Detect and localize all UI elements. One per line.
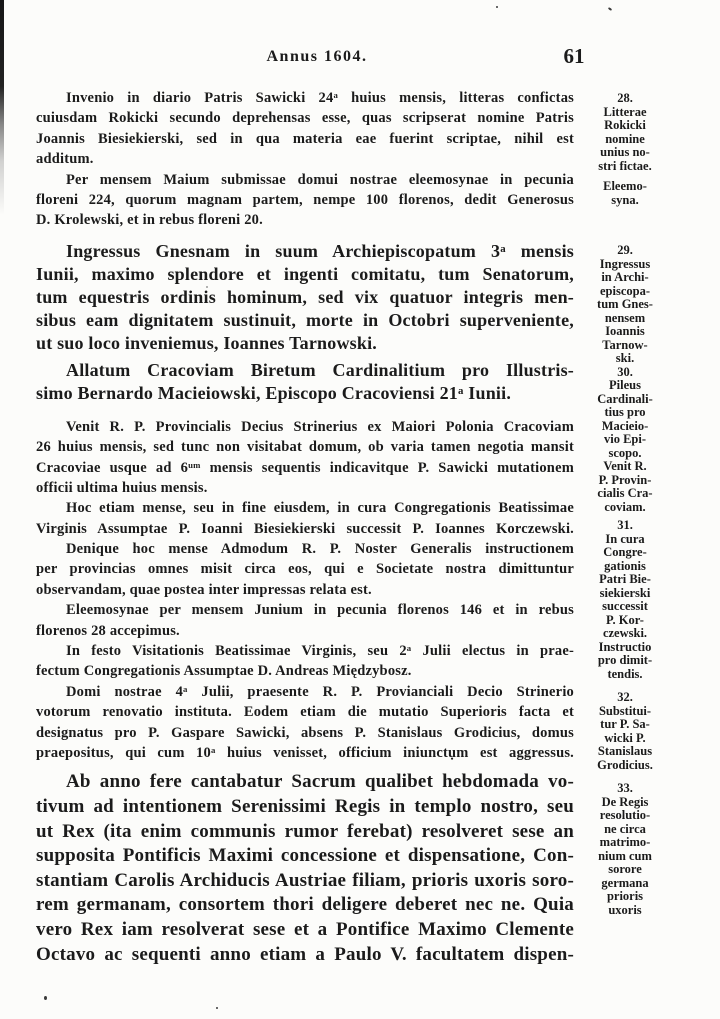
text-line: sibus eam dignitatem sustinuit, morte in Octobri superveniente, [36, 309, 574, 330]
text-line: Domi nostrae 4$^a$ Julii, praesente R. P. Provianciali Decio Strinerio [66, 683, 574, 700]
text-line: Iunii, maximo splendore et ingenti comitatu, tum Senatorum, [36, 263, 574, 284]
text-line: wicki P. [604, 730, 646, 745]
text-line: additum. [36, 151, 94, 168]
text-line: Eleemosynae per mensem Junium in pecunia florenos 146 et in rebus [66, 602, 574, 619]
text-line: simo Bernardo Macieiowski, Episcopo Cracoviensi 21$^a$ Iunii. [36, 382, 512, 403]
text-line: Venit R. P. Provincialis Decius Strinerius ex Maiori Polonia Cracoviam [66, 418, 574, 435]
paragraph-28-litterae-rokicki [36, 88, 574, 170]
text-line: ski. [615, 351, 635, 365]
text-line: scopo. [608, 445, 642, 460]
paragraph-29-ingressus-gnesnam [36, 240, 574, 355]
text-line: Pileus [609, 378, 641, 392]
paragraph-33-de-regis-resolutione [36, 770, 574, 967]
scan-speck [608, 7, 612, 11]
text-line: officii ultima huius mensis. [36, 479, 208, 496]
text-line: pro dimit- [597, 653, 653, 667]
text-line: uxoris [608, 902, 642, 917]
text-line: Litterae [603, 104, 647, 119]
text-line: Ingressus [599, 256, 651, 271]
text-line: successit [602, 599, 648, 613]
text-line: vero Rex iam resolverat sese et a Pontifice Maximo Clemente [36, 918, 574, 940]
text-line: Macieio- [601, 418, 649, 433]
text-line: Ioannis [605, 324, 645, 338]
margin-note-eleemosyna [584, 180, 666, 207]
text-line: cialis Cra- [597, 486, 653, 500]
text-line: 33. [617, 781, 633, 795]
text-line: cuiusdam Rokicki secundo deprehensas esse, quas scripserat nomine Patris [36, 110, 574, 127]
text-line: 31. [617, 518, 633, 532]
text-line: Joannis Biesiekierski, sed in qua materia eae fuerint scriptae, nihil est [36, 130, 574, 147]
text-line: In festo Visitationis Beatissimae Virginis, seu 2$^a$ Julii electus in prae- [66, 643, 574, 660]
text-line: florenos 28 accepimus. [36, 622, 180, 639]
margin-note-30-pileus [584, 366, 666, 461]
text-line: votorum renovatio instituta. Eodem etiam die mutatio Superioris facta et [36, 704, 574, 721]
margin-note-instructio [584, 641, 666, 682]
text-line: stri fictae. [598, 158, 652, 173]
text-line: Venit R. [603, 459, 647, 473]
text-line: Invenio in diario Patris Sawicki 24$^a$ huius mensis, litteras confictas [66, 90, 574, 106]
margin-note-28-litterae [584, 92, 666, 173]
text-line: D. Krolewski, et in rebus floreni 20. [36, 212, 263, 229]
text-line: Virginis Assumptae P. Ioanni Biesiekierski successit P. Ioannes Korczewski. [36, 520, 574, 537]
text-line: Patri Bie- [599, 572, 651, 586]
text-line: vio Epi- [603, 432, 647, 446]
paragraph-eleemosyna-maium [36, 170, 574, 231]
text-line: stantiam Carolis Archiducis Austriae filiam, prioris uxoris soro- [36, 869, 574, 891]
text-line: ut suo loco inveniemus, Ioannes Tarnowski. [36, 332, 377, 353]
text-line: Rokicki [604, 118, 646, 132]
text-line: germana [601, 875, 649, 890]
text-line: Cardinali- [597, 391, 653, 406]
paragraph-30-biretum-cardinalitium [36, 359, 574, 405]
text-line: Grodicius. [597, 757, 653, 772]
text-line: in Archi- [601, 270, 649, 284]
text-line: Allatum Cracoviam Biretum Cardinalitium pro Illustris- [66, 359, 574, 380]
text-line: nensem [604, 310, 646, 325]
text-line: 29. [617, 243, 633, 257]
text-line: unius no- [600, 145, 650, 159]
text-line: P. Kor- [606, 612, 644, 627]
text-line: tum Gnes- [597, 297, 653, 311]
text-line: ne circa [604, 821, 646, 836]
text-line: tendis. [607, 666, 643, 681]
text-line: floreni 224, quorum magnam partem, nempe 100 florenos, dedit Generosus [36, 191, 574, 208]
margin-notes-column [584, 92, 666, 917]
text-line: tum equestris ordinis hominum, sed vix quatuor integris men- [36, 286, 574, 307]
text-line: P. Provin- [598, 472, 652, 487]
paragraph-venit-provincialis [36, 417, 574, 499]
text-line: Tarnow- [602, 337, 648, 352]
text-line: episcopa- [600, 283, 650, 298]
margin-note-29-ingressus [584, 244, 666, 366]
text-line: sorore [608, 862, 642, 876]
text-line: praepositus, qui cum 10$^a$ huius venisset, officium iniunctụm est aggressus. [36, 744, 575, 761]
text-line: Hoc etiam mense, seu in fine eiusdem, in cura Congregationis Beatissimae [66, 500, 574, 517]
text-line: tur P. Sa- [600, 717, 650, 731]
text-line: per provincias omnes misit circa eos, qui e Societate nostra dimittuntur [36, 561, 574, 578]
text-column [36, 88, 574, 967]
text-line: Congre- [603, 545, 647, 559]
text-line: In cura [605, 531, 645, 546]
text-line: prioris [606, 889, 644, 903]
text-line: nium cum [598, 848, 652, 863]
paragraph-eleemosynae-junium [36, 600, 574, 641]
text-line: resolutio- [599, 808, 651, 822]
text-line: syna. [611, 192, 639, 207]
text-line: Octavo ac sequenti anno etiam a Paulo V. facultatem dispen- [36, 943, 574, 965]
text-line: Ab anno fere cantabatur Sacrum qualibet hebdomada vo- [66, 771, 574, 793]
text-line: ut Rex (ita enim communis rumor ferebat) resolveret sese an [36, 820, 574, 842]
paragraph-instructio-generalis [36, 539, 574, 600]
text-line: tius pro [604, 405, 646, 419]
margin-note-venit-provincialis [584, 460, 666, 514]
text-line: Ingressus Gnesnam in suum Archiepiscopatum 3$^a$ mensis [66, 240, 574, 261]
text-line: gationis [604, 558, 646, 573]
scan-speck [216, 1007, 218, 1009]
text-line: matrimo- [599, 835, 651, 849]
text-line: czewski. [602, 626, 648, 640]
text-line: designatus pro P. Gaspare Sawicki, absens P. Stanislaus Grodicius, domus [36, 724, 574, 741]
margin-note-33-de-regis [584, 782, 666, 917]
text-line: Denique hoc mense Admodum R. P. Noster Generalis instructionem [66, 541, 574, 558]
text-line: fectum Congregationis Assumptae D. Andreas Międzybosz. [36, 663, 412, 680]
scan-speck [496, 6, 498, 8]
text-line: 30. [617, 364, 633, 379]
text-line: Per mensem Maium submissae domui nostrae eleemosynae in pecunia [66, 171, 574, 188]
text-line: rem germanam, consortem thori deligere deberet nec ne. Quia [36, 894, 574, 916]
text-line: 32. [617, 690, 633, 704]
margin-note-31-in-cura [584, 519, 666, 641]
paragraph-32-votorum-renovatio [36, 682, 574, 764]
text-line: supposita Pontificis Maximi concessione et dispensatione, Con- [36, 845, 574, 867]
text-line: siekierski [599, 585, 651, 600]
text-line: Cracoviae usque ad $6^{um}$ mensis sequentis indicavitque P. Sawicki mutationem [36, 459, 574, 476]
text-line: Eleemo- [603, 179, 647, 193]
text-line: Instructio [598, 639, 652, 654]
running-header-title: Annus 1604. [266, 48, 368, 65]
scan-edge-artifact [0, 0, 4, 215]
margin-note-32-substituitur [584, 691, 666, 772]
paragraph-31-in-cura [36, 498, 574, 539]
text-line: Substitui- [598, 703, 652, 718]
text-line: coviam. [604, 499, 646, 514]
paragraph-in-festo-visitationis [36, 641, 574, 682]
text-line: 28. [617, 91, 633, 105]
scan-speck [44, 996, 47, 1000]
text-line: tivum ad intentionem Serenissimi Regis in templo nostro, seu [36, 795, 574, 817]
text-line: nomine [605, 131, 645, 146]
text-line: 26 huius mensis, sed tunc non visitabat domum, ob varia tamen negotia mansit [36, 439, 574, 456]
text-line: Stanislaus [597, 744, 653, 758]
text-line: observandam, quae postea inter impressas relata est. [36, 581, 372, 598]
text-line: De Regis [601, 794, 649, 809]
page-number: 61 [563, 44, 585, 68]
